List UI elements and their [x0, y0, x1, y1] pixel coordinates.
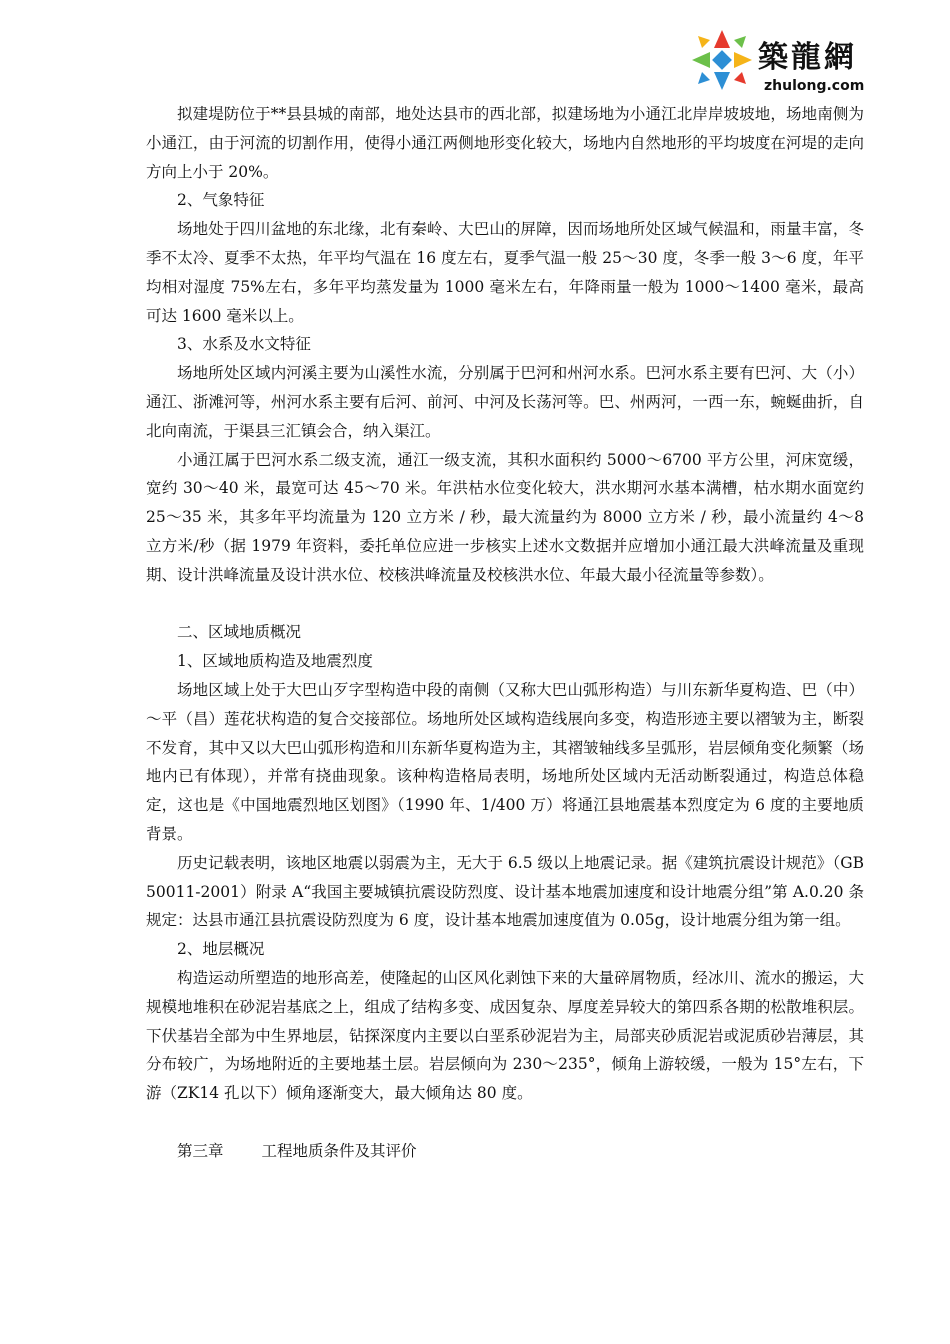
chapter-number: 第三章	[177, 1141, 224, 1160]
paragraph: 历史记载表明，该地区地震以弱震为主，无大于 6.5 级以上地震记录。据《建筑抗震设计规范》（GB 50011-2001）附录 A“我国主要城镇抗震设防烈度、设计基本地震加速度和设计地震分组”第 A.0.20 条规定：达县市通江县抗震设防烈度为 6 度，设计基本地震加速度值为 0.05g，设计地震分组为第一组。	[146, 853, 864, 930]
paragraph: 场地所处区域内河溪主要为山溪性水流，分别属于巴河和州河水系。巴河水系主要有巴河、大（小）通江、浙滩河等，州河水系主要有后河、前河、中河及长荡河等。巴、州两河，一西一东，蜿蜒曲折，自北向南流，于渠县三汇镇会合，纳入渠江。	[146, 364, 864, 440]
section-heading: 1、区域地质构造及地震烈度	[177, 652, 373, 671]
section-heading: 2、气象特征	[177, 191, 265, 210]
chapter-title: 工程地质条件及其评价	[261, 1141, 417, 1160]
paragraph: 构造运动所塑造的地形高差，使隆起的山区风化剥蚀下来的大量碎屑物质，经冰川、流水的搬运，大规模地堆积在砂泥岩基底之上，组成了结构多变、成因复杂、厚度差异较大的第四系各期的松散堆积层。下伏基岩全部为中生界地层，钻探深度内主要以白垩系砂泥岩为主，局部夹砂质泥岩或泥质砂岩薄层，其分布较广，为场地附近的主要地基土层。岩层倾向为 230～235°，倾角上游较缓，一般为 15°左右，下游（ZK14 孔以下）倾角逐渐变大，最大倾角达 80 度。	[146, 968, 864, 1103]
paragraph: 场地区域上处于大巴山歹字型构造中段的南侧（又称大巴山弧形构造）与川东新华夏构造、巴（中）～平（昌）莲花状构造的复合交接部位。场地所处区域构造线展向多变，构造形迹主要以褶皱为主，断裂不发育，其中又以大巴山弧形构造和川东新华夏构造为主，其褶皱轴线多呈弧形，岩层倾角变化频繁（场地内已有体现），并常有挠曲现象。该种构造格局表明，场地所处区域内无活动断裂通过，构造总体稳定，这也是《中国地震烈地区划图》（1990 年、1/400 万）将通江县地震基本烈度定为 6 度的主要地质背景。	[146, 680, 864, 843]
chapter-heading	[146, 1137, 864, 1166]
paragraph: 小通江属于巴河水系二级支流，通江一级支流，其积水面积约 5000～6700 平方公里，河床宽缓，宽约 30～40 米，最宽可达 45～70 米。年洪枯水位变化较大，洪水期河水基本满槽，枯水期水面宽约 25～35 米，其多年平均流量为 120 立方米 / 秒，最大流量约为 8000 立方米 / 秒，最小流量约 4～8 立方米/秒（据 1979 年资料，委托单位应进一步核实上述水文数据并应增加小通江最大洪峰流量及重现期、设计洪峰流量及设计洪水位、校核洪峰流量及校核洪水位、年最大最小径流量等参数）。	[146, 450, 864, 584]
logo-title: 築龍網	[758, 40, 857, 75]
blank-line	[146, 1108, 864, 1137]
section-heading: 二、区域地质概况	[177, 623, 302, 642]
logo-url: zhulong.com	[764, 78, 865, 94]
zhulong-logo-icon	[690, 28, 754, 98]
blank-line	[146, 590, 864, 619]
section-heading: 3、水系及水文特征	[177, 335, 311, 354]
paragraph: 场地处于四川盆地的东北缘，北有秦岭、大巴山的屏障，因而场地所处区域气候温和，雨量丰富，冬季不太冷、夏季不太热，年平均气温在 16 度左右，夏季气温一般 25～30 度，冬季一般 3～6 度，年平均相对湿度 75%左右，多年平均蒸发量为 1000 毫米左右，年降雨量一般为 1000～1400 毫米，最高可达 1600 毫米以上。	[146, 220, 864, 325]
zhulong-logo	[690, 28, 890, 98]
section-heading: 2、地层概况	[177, 940, 265, 959]
paragraph: 拟建堤防位于**县县城的南部，地处达县市的西北部，拟建场地为小通江北岸岸坡坡地，场地南侧为小通江，由于河流的切割作用，使得小通江两侧地形变化较大，场地内自然地形的平均坡度在河堤的走向方向上小于 20%。	[146, 105, 864, 181]
document-body	[146, 100, 864, 1165]
